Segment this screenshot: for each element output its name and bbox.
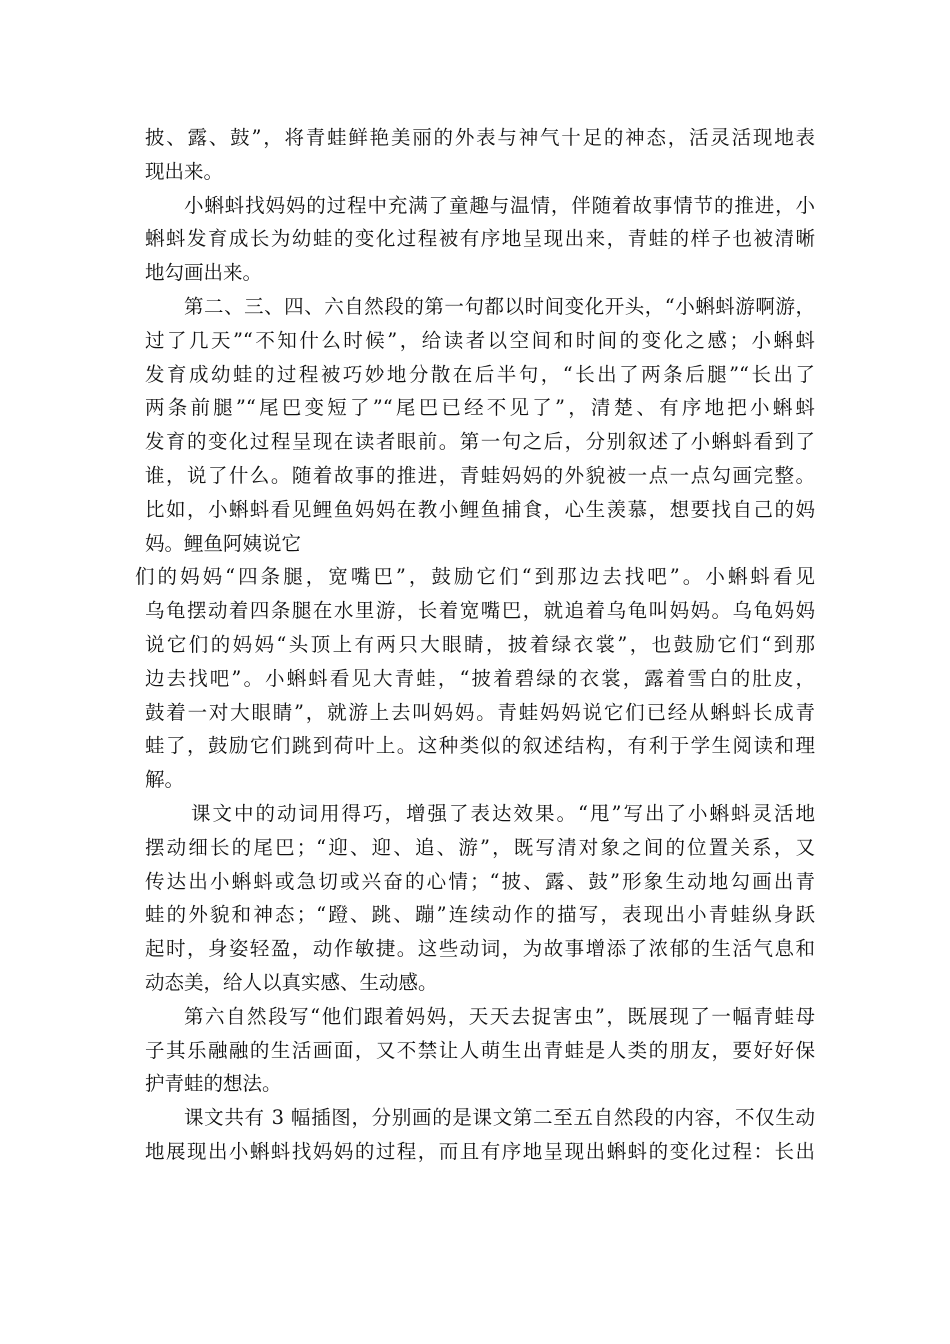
text-line: 动态美，给人以真实感、生动感。: [145, 970, 438, 994]
text-line: 发育的变化过程呈现在读者眼前。第一句之后，分别叙述了小蝌蚪看到了: [145, 430, 815, 454]
paragraph-start-line: 课文共有 3 幅插图，分别画的是课文第二至五自然段的内容，不仅生动: [184, 1106, 815, 1130]
text-line: 护青蛙的想法。: [145, 1072, 282, 1096]
paragraph-start-line: 小蝌蚪找妈妈的过程中充满了童趣与温情，伴随着故事情节的推进，小: [184, 193, 815, 217]
text-line: 乌龟摆动着四条腿在水里游，长着宽嘴巴，就追着乌龟叫妈妈。乌龟妈妈: [145, 599, 815, 623]
text-line: 们的妈妈“四条腿，宽嘴巴”，鼓励它们“到那边去找吧”。小蝌蚪看见: [135, 565, 815, 589]
text-line: 发育成幼蛙的过程被巧妙地分散在后半句，“长出了两条后腿”“长出了: [145, 362, 815, 386]
text-line: 传达出小蝌蚪或急切或兴奋的心情；“披、露、鼓”形象生动地勾画出青: [145, 869, 815, 893]
text-line: 蛙了，鼓励它们跳到荷叶上。这种类似的叙述结构，有利于学生阅读和理: [145, 734, 815, 758]
text-line: 地展现出小蝌蚪找妈妈的过程，而且有序地呈现出蝌蚪的变化过程：长出: [145, 1139, 815, 1163]
text-line: 蝌蚪发育成长为幼蛙的变化过程被有序地呈现出来，青蛙的样子也被清晰: [145, 227, 815, 251]
text-line: 地勾画出来。: [145, 261, 263, 285]
paragraph-start-line: 课文中的动词用得巧，增强了表达效果。“甩”写出了小蝌蚪灵活地: [191, 801, 815, 825]
text-line: 解。: [145, 768, 185, 792]
text-line: 比如，小蝌蚪看见鲤鱼妈妈在教小鲤鱼捕食，心生羡慕，想要找自己的妈: [145, 497, 815, 521]
body-text: [135, 121, 815, 1169]
text-line: 鼓着一对大眼睛”，就游上去叫妈妈。青蛙妈妈说它们已经从蝌蚪长成青: [145, 700, 815, 724]
paragraph-start-line: 第六自然段写“他们跟着妈妈，天天去捉害虫”，既展现了一幅青蛙母: [184, 1004, 815, 1028]
text-line: 现出来。: [145, 159, 224, 183]
text-line: 说它们的妈妈“头顶上有两只大眼睛，披着绿衣裳”，也鼓励它们“到那: [145, 632, 815, 656]
text-line: 起时，身姿轻盈，动作敏捷。这些动词，为故事增添了浓郁的生活气息和: [145, 937, 815, 961]
text-line: 两条前腿”“尾巴变短了”“尾巴已经不见了”，清楚、有序地把小蝌蚪: [145, 396, 815, 420]
text-line: 谁，说了什么。随着故事的推进，青蛙妈妈的外貌被一点一点勾画完整。: [145, 463, 815, 487]
text-line: 蛙的外貌和神态；“蹬、跳、蹦”连续动作的描写，表现出小青蛙纵身跃: [145, 903, 815, 927]
paragraph-start-line: 第二、三、四、六自然段的第一句都以时间变化开头，“小蝌蚪游啊游，: [184, 294, 815, 318]
text-line: 边去找吧”。小蝌蚪看见大青蛙，“披着碧绿的衣裳，露着雪白的肚皮，: [145, 666, 815, 690]
text-line: 披、露、鼓”，将青蛙鲜艳美丽的外表与神气十足的神态，活灵活现地表: [145, 126, 815, 149]
text-line: 子其乐融融的生活画面，又不禁让人萌生出青蛙是人类的朋友，要好好保: [145, 1038, 815, 1062]
text-line: 过了几天”“不知什么时候”，给读者以空间和时间的变化之感；小蝌蚪: [145, 328, 815, 352]
text-line: 摆动细长的尾巴；“迎、迎、追、游”，既写清对象之间的位置关系，又: [145, 835, 815, 859]
text-line: 妈。鲤鱼阿姨说它: [145, 531, 302, 555]
